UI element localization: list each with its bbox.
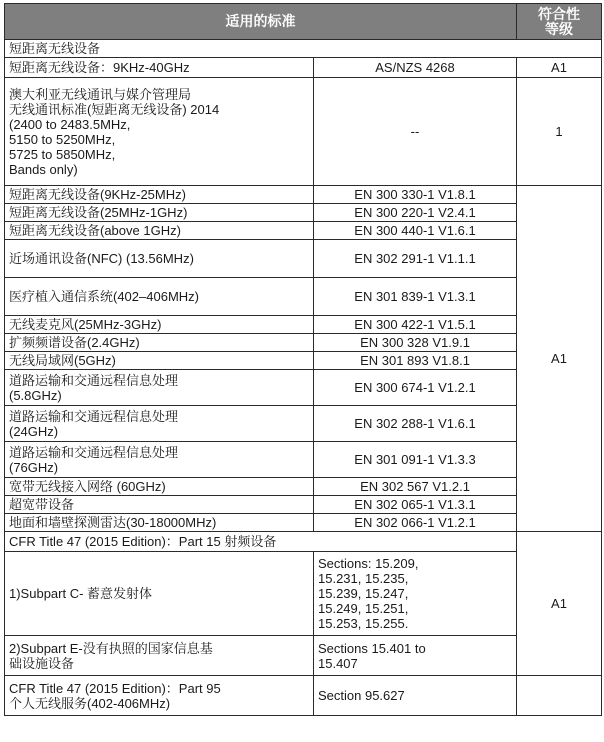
standard-code: EN 302 288-1 V1.6.1: [314, 406, 517, 442]
table-row: [5, 552, 602, 636]
standard-name: 道路运输和交通远程信息处理 (5.8GHz): [5, 370, 314, 406]
grade-cell: 1: [517, 78, 602, 186]
standard-code: EN 300 422-1 V1.5.1: [314, 316, 517, 334]
table-row: [5, 334, 602, 352]
standard-name: 医疗植入通信系统(402–406MHz): [5, 278, 314, 316]
section-title-cfr: CFR Title 47 (2015 Edition)：Part 15 射频设备: [5, 532, 517, 552]
table-row: [5, 352, 602, 370]
standard-name: 地面和墙壁探测雷达(30-18000MHz): [5, 514, 314, 532]
standard-name: 扩频频谱设备(2.4GHz): [5, 334, 314, 352]
table-row: [5, 240, 602, 278]
standard-code: EN 301 839-1 V1.3.1: [314, 278, 517, 316]
standard-name: 2)Subpart E-没有执照的国家信息基 础设施设备: [5, 636, 314, 676]
standard-name: 澳大利亚无线通讯与媒介管理局 无线通讯标准(短距离无线设备) 2014 (2400 to 2483.5MHz, 5150 to 5250MHz, 5725 to 5850MHz, Bands only): [5, 78, 314, 186]
standard-code: Sections: 15.209, 15.231, 15.235, 15.239, 15.247, 15.249, 15.251, 15.253, 15.255.: [314, 552, 517, 636]
standard-name: 短距离无线设备(above 1GHz): [5, 222, 314, 240]
section-title-srd: 短距离无线设备: [5, 40, 602, 58]
standard-name: 无线局域网(5GHz): [5, 352, 314, 370]
standard-name: 无线麦克风(25MHz-3GHz): [5, 316, 314, 334]
table-row: [5, 186, 602, 204]
standard-name: 道路运输和交通远程信息处理 (76GHz): [5, 442, 314, 478]
standard-code: Section 95.627: [314, 676, 517, 716]
header-standard: 适用的标准: [5, 4, 517, 40]
section-row-cfr: [5, 532, 602, 552]
table-row: [5, 496, 602, 514]
standard-name: 宽带无线接入网络 (60GHz): [5, 478, 314, 496]
table-row: [5, 514, 602, 532]
table-row: [5, 316, 602, 334]
standard-name: 近场通讯设备(NFC) (13.56MHz): [5, 240, 314, 278]
header-grade: 符合性 等级: [517, 4, 602, 40]
table-row: [5, 222, 602, 240]
standard-code: EN 300 330-1 V1.8.1: [314, 186, 517, 204]
table-row: [5, 406, 602, 442]
table-row: [5, 636, 602, 676]
standard-name: CFR Title 47 (2015 Edition)：Part 95 个人无线服务(402-406MHz): [5, 676, 314, 716]
standard-code: EN 300 674-1 V1.2.1: [314, 370, 517, 406]
table-row: [5, 370, 602, 406]
standard-name: 1)Subpart C- 蓄意发射体: [5, 552, 314, 636]
standard-name: 短距离无线设备(25MHz-1GHz): [5, 204, 314, 222]
standard-code: EN 302 567 V1.2.1: [314, 478, 517, 496]
table-row: [5, 204, 602, 222]
standard-code: AS/NZS 4268: [314, 58, 517, 78]
table-row: [5, 478, 602, 496]
standard-code: EN 302 291-1 V1.1.1: [314, 240, 517, 278]
standard-code: EN 302 065-1 V1.3.1: [314, 496, 517, 514]
table-header-row: [5, 4, 602, 40]
standards-table: [4, 3, 602, 716]
standard-code: EN 302 066-1 V1.2.1: [314, 514, 517, 532]
standard-code: --: [314, 78, 517, 186]
standard-name: 短距离无线设备：9KHz-40GHz: [5, 58, 314, 78]
standard-name: 超宽带设备: [5, 496, 314, 514]
section-row-srd: [5, 40, 602, 58]
table-row: [5, 442, 602, 478]
standard-name: 短距离无线设备(9KHz-25MHz): [5, 186, 314, 204]
standard-code: EN 301 091-1 V1.3.3: [314, 442, 517, 478]
grade-cell: [517, 676, 602, 716]
table-row: [5, 58, 602, 78]
grade-cell-cfr: A1: [517, 532, 602, 676]
standard-code: EN 301 893 V1.8.1: [314, 352, 517, 370]
grade-cell: A1: [517, 58, 602, 78]
table-row: [5, 278, 602, 316]
standard-code: EN 300 440-1 V1.6.1: [314, 222, 517, 240]
standard-code: Sections 15.401 to 15.407: [314, 636, 517, 676]
table-row: [5, 676, 602, 716]
standard-code: EN 300 328 V1.9.1: [314, 334, 517, 352]
standard-name: 道路运输和交通远程信息处理 (24GHz): [5, 406, 314, 442]
standard-code: EN 300 220-1 V2.4.1: [314, 204, 517, 222]
grade-cell-etsi: A1: [517, 186, 602, 532]
table-row: [5, 78, 602, 186]
